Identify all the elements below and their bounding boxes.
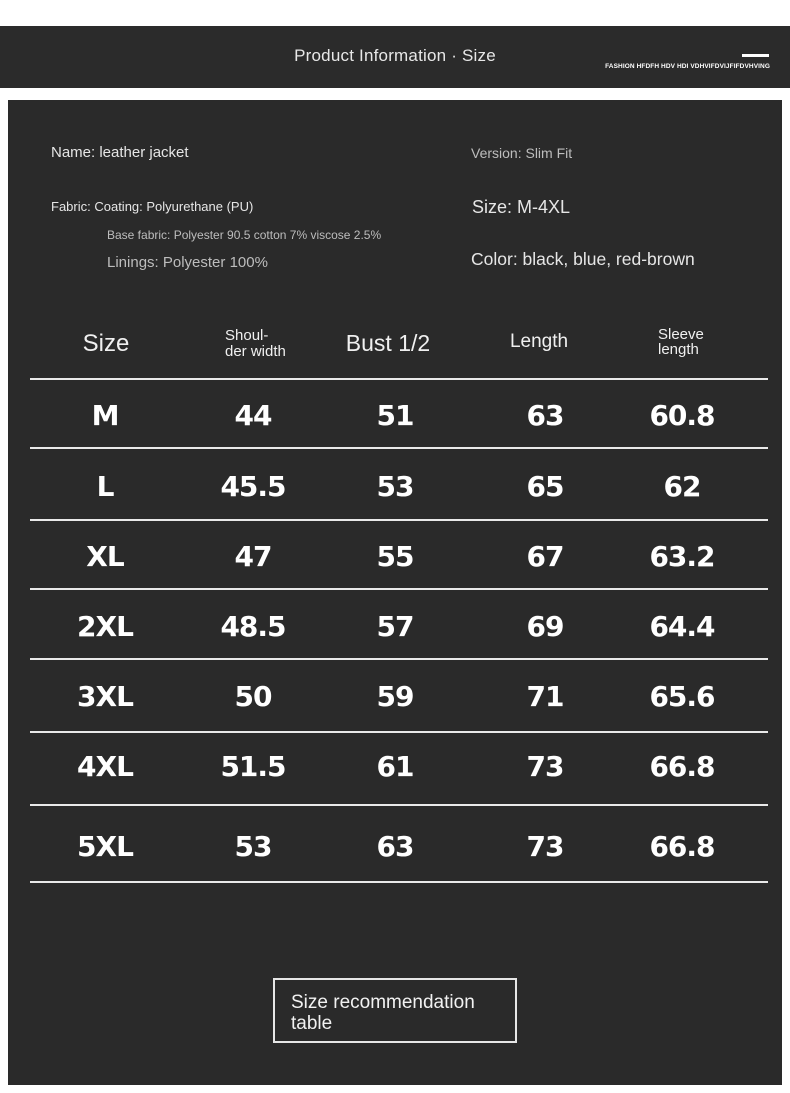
cell-bust: 57 (376, 610, 414, 643)
size-info-panel (8, 100, 782, 1085)
product-size-range: Size: M-4XL (472, 197, 571, 217)
banner-title: Product Information · Size (294, 46, 496, 65)
table-rule (30, 731, 768, 733)
cell-size: 4XL (77, 750, 133, 783)
cell-length: 73 (526, 830, 564, 863)
cell-size: 3XL (77, 680, 133, 713)
top-banner (0, 26, 790, 88)
banner-tagline: FASHION HFDFH HDV HDI VDHVIFDVIJFIFDVHVING (605, 63, 770, 70)
cell-size: L (96, 470, 114, 503)
product-base-fabric: Base fabric: Polyester 90.5 cotton 7% viscose 2.5% (107, 228, 382, 242)
product-colors: Color: black, blue, red-brown (471, 249, 695, 269)
table-row (8, 677, 782, 717)
header-bust: Bust 1/2 (345, 330, 431, 356)
header-shoulder-width: Shoul- der width (225, 327, 286, 360)
cell-bust: 63 (376, 830, 414, 863)
table-row (8, 607, 782, 647)
cell-length: 69 (526, 610, 564, 643)
cell-bust: 53 (376, 470, 414, 503)
cell-sleeve-length: 62 (663, 470, 701, 503)
table-rule (30, 881, 768, 883)
table-row (8, 467, 782, 507)
cell-bust: 55 (376, 540, 414, 573)
table-rule (30, 658, 768, 660)
cell-length: 71 (526, 680, 564, 713)
header-sleeve-length: Sleeve length (658, 326, 704, 358)
cell-sleeve-length: 64.4 (649, 610, 715, 643)
cell-length: 67 (526, 540, 564, 573)
cell-length: 63 (526, 399, 564, 432)
cell-size: XL (86, 540, 124, 573)
cell-shoulder-width: 47 (234, 540, 272, 573)
cell-shoulder-width: 53 (234, 830, 272, 863)
table-rule (30, 588, 768, 590)
banner-dash-decoration (742, 54, 769, 57)
cell-shoulder-width: 44 (234, 399, 272, 432)
header-size: Size (82, 330, 130, 357)
cell-length: 65 (526, 470, 564, 503)
table-rule (30, 519, 768, 521)
table-rule (30, 804, 768, 806)
table-row (8, 396, 782, 436)
size-recommendation-label: Size recommendation table (291, 992, 475, 1034)
cell-size: 5XL (77, 830, 133, 863)
cell-size: 2XL (77, 610, 133, 643)
table-row (8, 537, 782, 577)
size-recommendation-box (273, 978, 517, 1043)
cell-shoulder-width: 50 (234, 680, 272, 713)
cell-bust: 61 (376, 750, 414, 783)
cell-length: 73 (526, 750, 564, 783)
cell-sleeve-length: 66.8 (649, 750, 715, 783)
table-rule (30, 447, 768, 449)
cell-sleeve-length: 63.2 (649, 540, 715, 573)
header-length: Length (509, 331, 569, 352)
cell-bust: 59 (376, 680, 414, 713)
cell-sleeve-length: 65.6 (649, 680, 715, 713)
table-row (8, 747, 782, 787)
cell-bust: 51 (376, 399, 414, 432)
product-fabric: Fabric: Coating: Polyurethane (PU) (51, 199, 254, 214)
cell-shoulder-width: 45.5 (220, 470, 286, 503)
product-linings: Linings: Polyester 100% (107, 254, 268, 271)
cell-shoulder-width: 51.5 (220, 750, 286, 783)
cell-sleeve-length: 66.8 (649, 830, 715, 863)
cell-sleeve-length: 60.8 (649, 399, 715, 432)
table-row (8, 827, 782, 867)
product-name: Name: leather jacket (51, 144, 189, 161)
cell-shoulder-width: 48.5 (220, 610, 286, 643)
product-version: Version: Slim Fit (471, 145, 573, 161)
cell-size: M (91, 399, 119, 432)
table-rule (30, 378, 768, 380)
